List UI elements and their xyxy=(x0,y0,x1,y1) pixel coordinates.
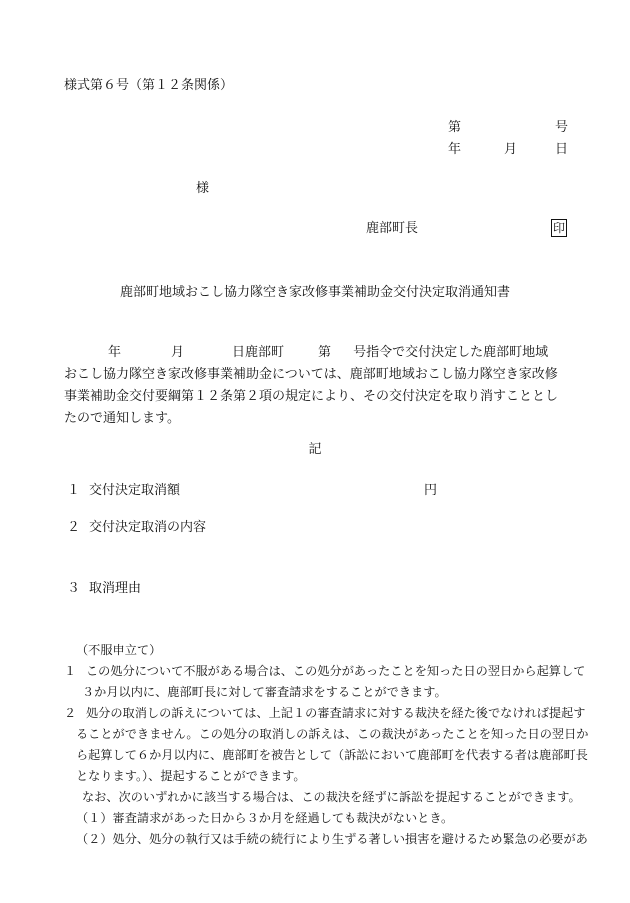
objection-p2-line4: となります。）、提起することができます。 xyxy=(76,769,306,783)
objection-p1-line1: １ この処分について不服がある場合は、この処分があったことを知った日の翌日から起算して xyxy=(64,664,586,678)
item-amount: １ 交付決定取消額 xyxy=(67,483,181,498)
sender-name: 鹿部町長 xyxy=(366,221,419,236)
body-line-1: 年 月 日鹿部町 第 号指令で交付決定した鹿部町地域 xyxy=(108,345,549,360)
body-line-4: たので通知します。 xyxy=(64,411,180,426)
item-amount-unit: 円 xyxy=(424,483,438,498)
form-number: 様式第６号（第１２条関係） xyxy=(64,78,234,93)
objection-p2-line1: ２ 処分の取消しの訴えについては、上記１の審査請求に対する裁決を経た後でなければ提起す xyxy=(64,706,586,720)
addressee: 様 xyxy=(196,181,210,196)
ki-heading: 記 xyxy=(308,442,322,457)
item-reason: ３ 取消理由 xyxy=(67,581,142,596)
document-title: 鹿部町地域おこし協力隊空き家改修事業補助金交付決定取消通知書 xyxy=(119,285,510,300)
objection-p1-line2: ３か月以内に、鹿部町長に対して審査請求をすることができます。 xyxy=(82,685,447,699)
date-year: 年 xyxy=(448,142,462,157)
objection-heading: （不服申立て） xyxy=(76,643,162,657)
body-line-3: 事業補助金交付要綱第１２条第２項の規定により、その交付決定を取り消すこととし xyxy=(64,389,559,404)
doc-number-suffix: 号 xyxy=(554,120,568,135)
objection-section xyxy=(64,640,589,850)
body-paragraph xyxy=(64,342,570,430)
body-line-2: おこし協力隊空き家改修事業補助金については、鹿部町地域おこし協力隊空き家改修 xyxy=(64,367,558,382)
objection-p2-line2: ることができません。この処分の取消しの訴えは、この裁決があったことを知った日の翌日か xyxy=(76,727,589,741)
date-day: 日 xyxy=(554,142,568,157)
objection-p2-line3: ら起算して６か月以内に、鹿部町を被告として（訴訟において鹿部町を代表する者は鹿部町長 xyxy=(76,748,588,762)
seal-box: 印 xyxy=(552,221,565,235)
objection-case-1: （１）審査請求があった日から３か月を経過しても裁決がないとき。 xyxy=(76,811,454,825)
date-month: 月 xyxy=(504,142,518,157)
objection-case-2: （２）処分、処分の執行又は手続の続行により生ずる著しい損害を避けるため緊急の必要があ xyxy=(76,832,588,846)
item-content: ２ 交付決定取消の内容 xyxy=(67,520,207,535)
doc-number-prefix: 第 xyxy=(448,120,462,135)
objection-p2-line5: なお、次のいずれかに該当する場合は、この裁決を経ずに訴訟を提起することができます。 xyxy=(82,790,581,804)
